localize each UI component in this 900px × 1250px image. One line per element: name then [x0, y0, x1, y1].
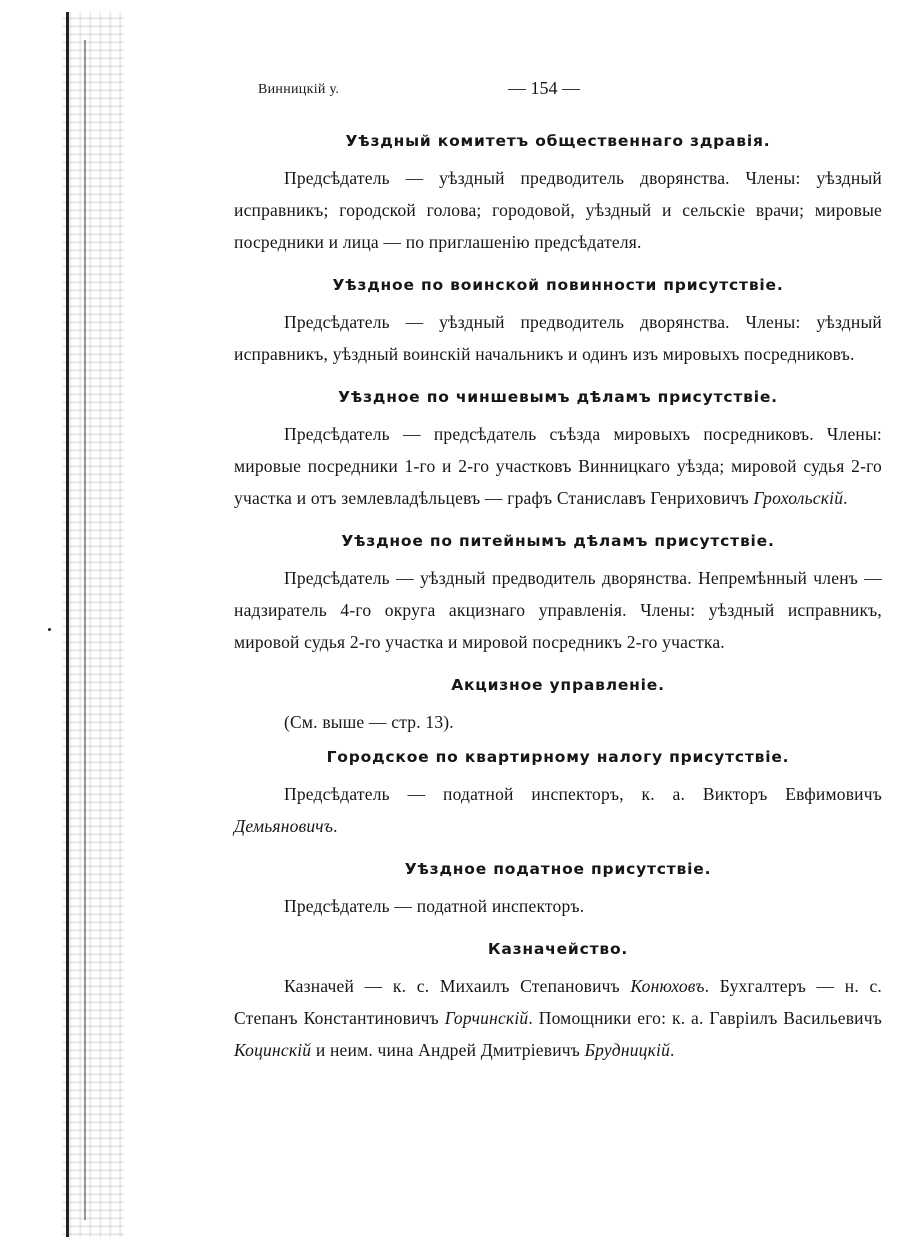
section: [234, 528, 882, 658]
page-content: [234, 128, 882, 1074]
section-body: [234, 418, 882, 514]
body-text: Предсѣдатель — предсѣдатель съѣзда мировыхъ посредниковъ. Члены: мировые посредники 1-го и 2-го участковъ Винницкаго уѣзда; мировой судья 2-го участка и отъ землевладѣльцевъ — графъ Станиславъ Генриховичъ: [234, 424, 882, 508]
body-text: Предсѣдатель — уѣздный предводитель дворянства. Непремѣнный членъ — надзиратель 4-го округа акцизнаго управленія. Члены: уѣздный исправникъ, мировой судья 2-го участка и мировой посредникъ 2-го участка.: [234, 568, 882, 652]
section-body: [234, 562, 882, 658]
section: [234, 128, 882, 258]
section: [234, 672, 882, 738]
section-body: [234, 890, 882, 922]
scan-binding-edge: [62, 12, 124, 1237]
page-number: — 154 —: [508, 78, 580, 98]
section: [234, 272, 882, 370]
section: [234, 936, 882, 1066]
body-text: и неим. чина Андрей Дмитріевичъ: [311, 1040, 585, 1060]
section-title: Уѣздное податное присутствіе.: [404, 860, 712, 878]
section-title: Уѣздный комитетъ общественнаго здравія.: [345, 132, 771, 150]
body-text: .: [670, 1040, 675, 1060]
person-surname: Коцинскій: [234, 1040, 312, 1060]
section-title: Уѣздное по воинской повинности присутствіе.: [332, 276, 784, 294]
binding-line-secondary: [84, 40, 86, 1220]
body-text: .: [333, 816, 338, 836]
section: [234, 856, 882, 922]
section-title: Уѣздное по чиншевымъ дѣламъ присутствіе.: [338, 388, 778, 406]
person-surname: Конюховъ: [630, 976, 705, 996]
binding-line: [66, 12, 69, 1237]
body-text: . Бухгалтеръ — н. с. Степанъ Константиновичъ: [234, 976, 882, 1028]
section-body: [234, 306, 882, 370]
person-surname: Горчинскій: [444, 1008, 529, 1028]
section-body: [234, 778, 882, 842]
person-surname: Демьяновичъ: [234, 816, 334, 836]
scan-speck: [48, 628, 51, 631]
person-surname: Брудницкій: [584, 1040, 671, 1060]
body-text: Предсѣдатель — податной инспекторъ, к. а. Викторъ Евфимовичъ: [284, 784, 882, 804]
body-text: Казначей — к. с. Михаилъ Степановичъ: [284, 976, 631, 996]
section: [234, 384, 882, 514]
body-text: . Помощники его: к. а. Гавріилъ Васильевичъ: [528, 1008, 882, 1028]
body-text: Предсѣдатель — податной инспекторъ.: [284, 896, 585, 916]
section-title: Акцизное управленіе.: [451, 676, 665, 694]
page-header: [258, 78, 858, 102]
section-body: [234, 162, 882, 258]
person-surname: Грохольскій: [753, 488, 844, 508]
section-title: Городское по квартирному налогу присутствіе.: [326, 748, 790, 766]
section-body: [234, 706, 882, 738]
section: [234, 744, 882, 842]
section-title: Уѣздное по питейнымъ дѣламъ присутствіе.: [341, 532, 775, 550]
body-text: Предсѣдатель — уѣздный предводитель дворянства. Члены: уѣздный исправникъ, уѣздный воинскій начальникъ и одинъ изъ мировыхъ посредниковъ.: [234, 312, 882, 364]
section-title: Казначейство.: [487, 940, 629, 958]
running-head: Винницкій у.: [258, 82, 340, 97]
body-text: (См. выше — стр. 13).: [284, 712, 454, 732]
body-text: .: [843, 488, 848, 508]
body-text: Предсѣдатель — уѣздный предводитель дворянства. Члены: уѣздный исправникъ; городской голова; городовой, уѣздный и сельскіе врачи; мировые посредники и лица — по приглашенію предсѣдателя.: [234, 168, 882, 252]
section-body: [234, 970, 882, 1066]
